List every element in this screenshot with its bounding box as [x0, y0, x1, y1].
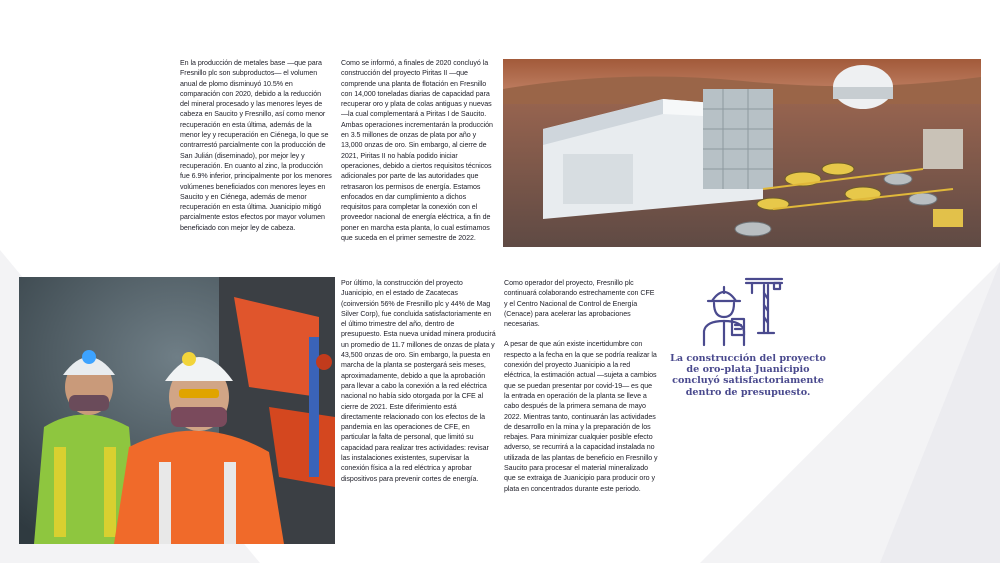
construction-worker-crane-icon	[702, 275, 784, 347]
text-column-4	[504, 278, 659, 504]
paragraph: En la producción de metales base —que para Fresnillo plc son subproductos— el volumen anual de plomo disminuyó 10.5% en comparación con 2020, debido a la reducción del mineral procesado y las menores leyes de cabeza en Saucito y Fresnillo, así como menor recuperación en esta última, además de la menor ley y recuperación en Ciénega, lo que se contrarrestó parcialmente con la producción de San Julián (diseminado), por mejor ley y recuperación. En cuanto al zinc, la producción fue 6.9% inferior, principalmente por los menores volúmenes beneficiados con menores leyes en Saucito y en Ciénega, además de menor recuperación en esta última. Juanicipio mitigó parcialmente estos efectos por mayor volumen beneficiado con mejor ley de cabeza.	[180, 59, 332, 232]
text-column-2	[341, 58, 496, 253]
paragraph: Por último, la construcción del proyecto Juanicipio, en el estado de Zacatecas (coinversión 56% de Fresnillo plc y 44% de Mag Silver Corp), fue concluida satisfactoriamente en el último trimestre del año, dentro de presupuesto. Esta nueva unidad minera producirá un promedio de 11.7 millones de onzas de plata y 43,500 onzas de oro. Sin embargo, la puesta en marcha de la planta se postergará seis meses, aproximadamente, debido a que la aprobación para llevar a cabo la conexión a la red eléctrica nacional no había sido otorgada por la CFE al cierre de 2021. Este diferimiento está directamente relacionado con los efectos de la pandemia en las operaciones de CFE, en particular la falta de personal, que limitó su capacidad para realizar tres actividades: revisar las instalaciones existentes, supervisar la conexión física a la red eléctrica y aprobar dispositivos para prevenir cortes de energía.	[341, 279, 496, 483]
text-column-3	[341, 278, 496, 494]
miners-underground-photo	[19, 277, 335, 544]
text-column-1	[180, 58, 332, 243]
callout-quote: La construcción del proyecto de oro-plata Juanicipio concluyó satisfactoriamente dentro de presupuesto.	[670, 353, 826, 398]
paragraph: Como se informó, a finales de 2020 concluyó la construcción del proyecto Piritas II —que comprende una planta de flotación en Fresnillo con 14,000 toneladas diarias de capacidad para recuperar oro y plata de colas antiguas y nuevas—la cual complementará a Piritas I de Saucito. Ambas operaciones incrementarán la producción en 3.5 millones de onzas de plata por año y 13,000 onzas de oro. Sin embargo, al cierre de 2021, Piritas II no había podido iniciar operaciones, debido a ciertos requisitos técnicos adicionales por parte de las autoridades que retrasaron los permisos de energía. Estamos enfocados en dar cumplimiento a dichos requisitos para completar la conexión con el proveedor nacional de energía eléctrica, a fin de poner en marcha esta planta, lo cual estimamos que suceda en el primer semestre de 2022.	[341, 59, 493, 243]
processing-plant-photo	[503, 59, 981, 247]
paragraph: Como operador del proyecto, Fresnillo plc continuará colaborando estrechamente con CFE y el Centro Nacional de Control de Energía (Cenace) para acelerar las aprobaciones necesarias.	[504, 279, 655, 329]
paragraph: A pesar de que aún existe incertidumbre con respecto a la fecha en la que se podría realizar la conexión del proyecto Juanicipio a la red eléctrica, la estimación actual —sujeta a cambios que se puedan presentar por covid-19— es que la entrada en operación de la planta se lleve a cabo después de la primera semana de mayo 2022. Mientras tanto, continuarán las actividades de desarrollo en la mina y la preparación de los rebajes. Para minimizar cualquier posible efecto adverso, se recurrirá a la capacidad instalada no utilizada de las plantas de beneficio en Fresnillo y Saucito para procesar el material mineralizado que se extraiga de Juanicipio para producir oro y plata en concentrados durante este periodo.	[504, 340, 658, 493]
callout	[668, 275, 828, 425]
